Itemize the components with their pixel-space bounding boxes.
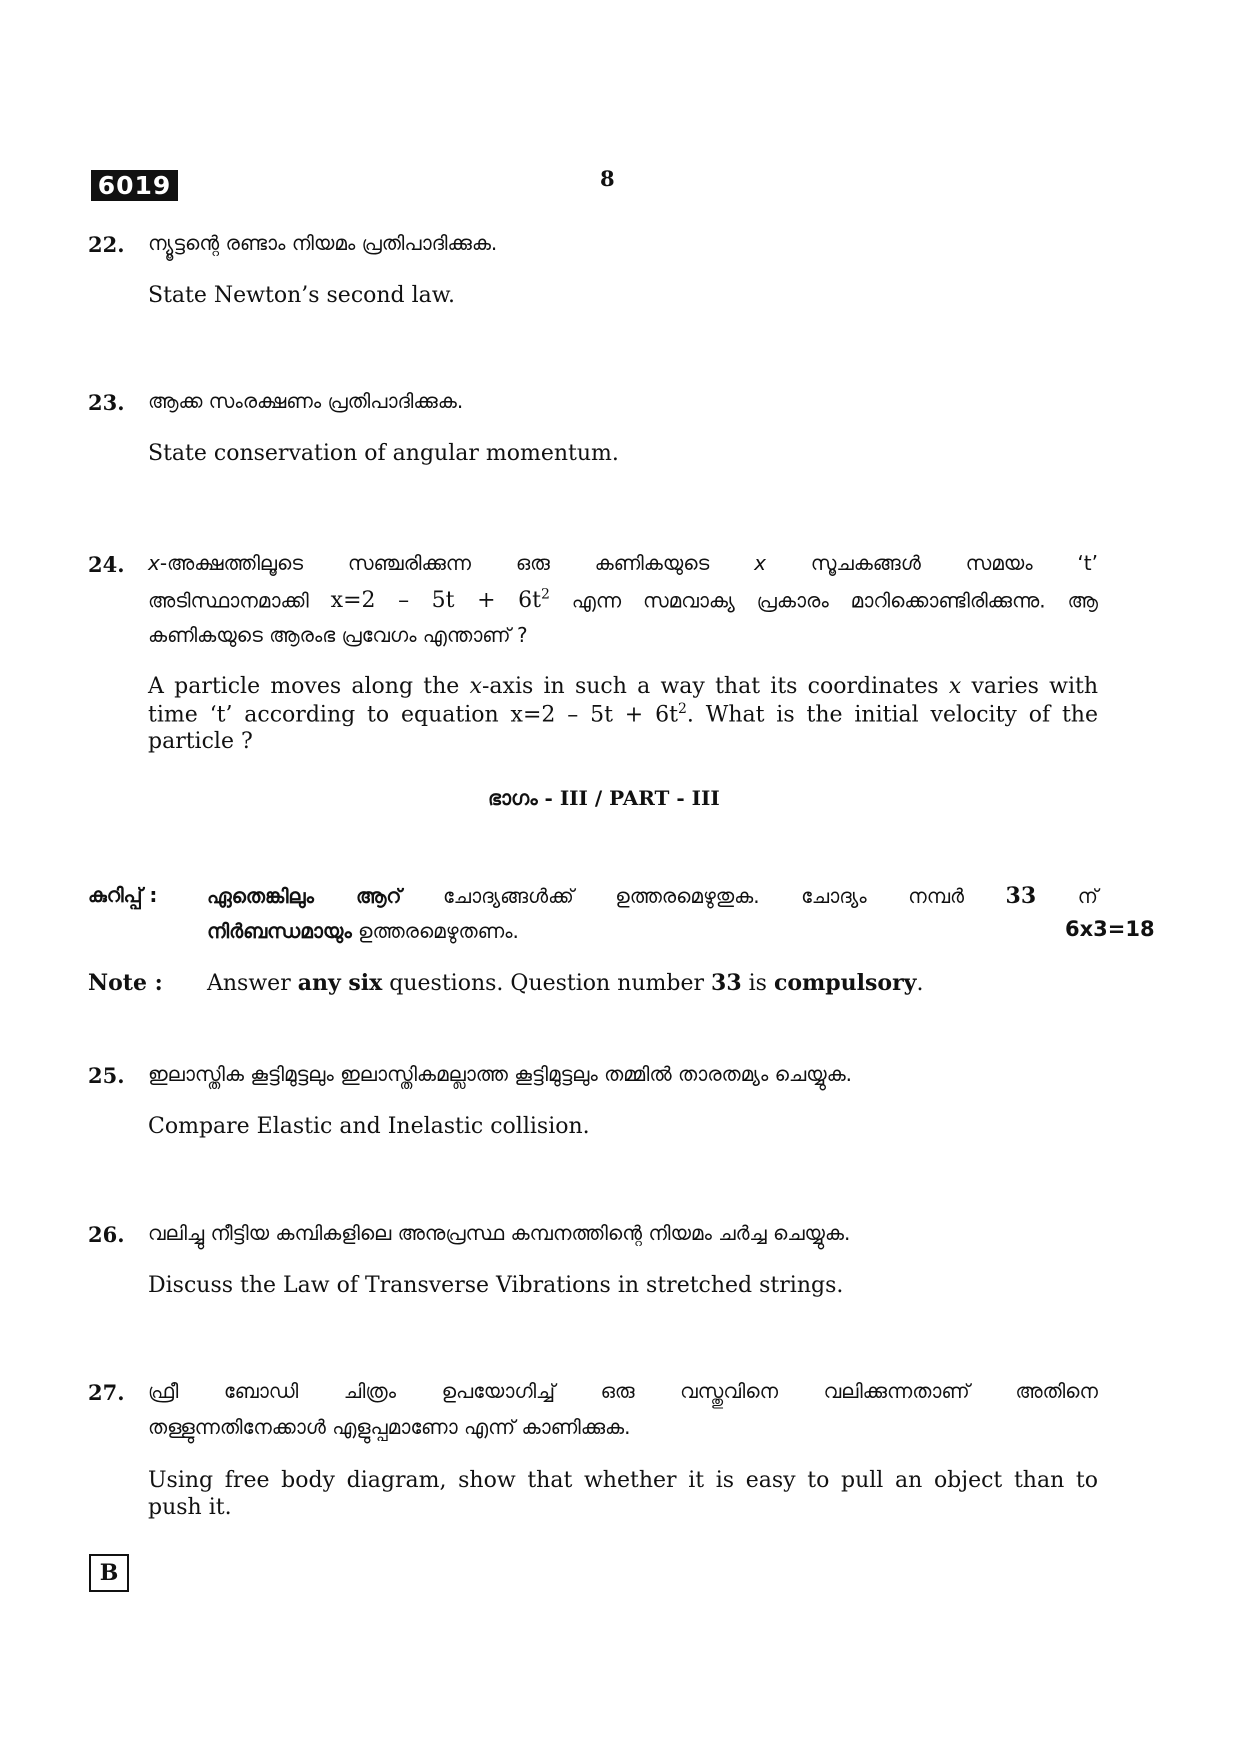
text-run: Answer [207, 971, 298, 996]
question-text-english: State conservation of angular momentum. [148, 441, 619, 466]
text-run: അടിസ്ഥാനമാക്കി [148, 588, 331, 613]
variable-x: x [754, 551, 766, 575]
emphasis: 33 [711, 970, 742, 996]
note-text-english [207, 970, 923, 996]
text-run: time ‘t’ according to equation [148, 702, 511, 728]
text-run: . What is the initial velocity of the [686, 702, 1098, 728]
text-run: സൂചകങ്ങൾ സമയം ‘t’ [765, 551, 1098, 575]
question-number: 25. [88, 1063, 125, 1088]
variable-x: x [948, 674, 962, 699]
question-text-malayalam-line: ഫ്രീ ബോഡി ചിത്രം ഉപയോഗിച്ച് ഒരു വസ്തുവിനെ വലിക്കുന്നതാണ് അതിനെ [148, 1379, 1098, 1403]
note-label-malayalam: കുറിപ്പ് : [88, 883, 158, 907]
page-number: 8 [600, 166, 615, 191]
text-run: varies with [961, 674, 1098, 699]
text-run: A particle moves along the [148, 674, 470, 699]
equation [331, 588, 550, 613]
question-number: 26. [88, 1222, 125, 1247]
question-text-english: State Newton’s second law. [148, 283, 456, 308]
text-run: ചോദ്യങ്ങൾക്ക് ഉത്തരമെഴുതുക. ചോദ്യം നമ്പർ [401, 884, 1006, 908]
question-ref: 33 [1005, 883, 1037, 909]
text-run: ഉത്തരമെഴുതണം. [351, 919, 519, 943]
text-run: - [537, 786, 560, 810]
question-text-english: Compare Elastic and Inelastic collision. [148, 1114, 590, 1139]
question-number: 27. [88, 1380, 125, 1405]
section-heading [488, 786, 720, 810]
question-text-malayalam: ഇലാസ്തിക കൂട്ടിമുട്ടലും ഇലാസ്തികമല്ലാത്ത കൂട്ടിമുട്ടലും തമ്മിൽ താരതമ്യം ചെയ്യുക. [148, 1062, 853, 1086]
question-text-malayalam-line [148, 551, 1098, 575]
exponent: 2 [677, 701, 687, 717]
text-run: . [916, 971, 924, 996]
question-text-malayalam-line: തള്ളുന്നതിനേക്കാൾ എളുപ്പമാണോ എന്ന് കാണിക്കുക. [148, 1415, 631, 1439]
question-text-english-line: push it. [148, 1495, 232, 1520]
text-run: ന് [1036, 884, 1098, 908]
question-text-english-line [148, 674, 1098, 699]
question-text-malayalam: വലിച്ചു നീട്ടിയ കമ്പികളിലെ അനുപ്രസ്ഥ കമ്പനത്തിന്റെ നിയമം ചർച്ച ചെയ്യുക. [148, 1221, 851, 1245]
note-text-malayalam-line [207, 883, 1098, 909]
text-run: എന്ന സമവാക്യ പ്രകാരം മാറിക്കൊണ്ടിരിക്കുന്നു. ആ [549, 588, 1099, 613]
exponent: 2 [540, 587, 550, 603]
equation-text: x=2 – 5t + 6t [510, 702, 678, 728]
paper-code: 6019 [91, 170, 178, 201]
emphasis: compulsory [773, 970, 917, 996]
question-text-english-line: Using free body diagram, show that whether it is easy to pull an object than to [148, 1468, 1098, 1493]
section-heading-malayalam: ഭാഗം [488, 786, 538, 810]
question-number: 22. [88, 232, 125, 257]
text-run: -അക്ഷത്തിലൂടെ സഞ്ചരിക്കുന്ന ഒരു കണികയുടെ [159, 551, 755, 575]
question-text-malayalam: ന്യൂട്ടന്റെ രണ്ടാം നിയമം പ്രതിപാദിക്കുക. [148, 231, 498, 255]
marks-scheme: 6x3=18 [1065, 917, 1155, 941]
question-text-english-line [148, 701, 1098, 727]
text-run: questions. Question number [382, 971, 712, 996]
paper-version-box: B [89, 1554, 129, 1592]
text-run: -axis in such a way that its coordinates [481, 674, 949, 699]
question-text-malayalam-line: കണികയുടെ ആരംഭ പ്രവേഗം എന്താണ് ? [148, 623, 528, 647]
emphasis: നിർബന്ധമായും [207, 919, 352, 943]
question-number: 24. [88, 552, 125, 577]
text-run: is [741, 971, 774, 996]
question-text-malayalam-line [148, 587, 1098, 613]
emphasis: any six [297, 970, 383, 996]
note-text-malayalam-line [207, 919, 519, 943]
section-heading-english: III / PART - III [559, 786, 720, 810]
question-text-english: Discuss the Law of Transverse Vibrations in stretched strings. [148, 1273, 844, 1298]
question-text-english-line: particle ? [148, 729, 253, 754]
emphasis: ഏതെങ്കിലും ആറ് [207, 884, 402, 908]
equation-text: x=2 – 5t + 6t [330, 588, 541, 614]
variable-x: x [148, 551, 160, 575]
note-label-english: Note : [88, 970, 163, 996]
question-number: 23. [88, 390, 125, 415]
question-text-malayalam: ആക്ക സംരക്ഷണം പ്രതിപാദിക്കുക. [148, 389, 464, 413]
variable-x: x [469, 674, 482, 699]
